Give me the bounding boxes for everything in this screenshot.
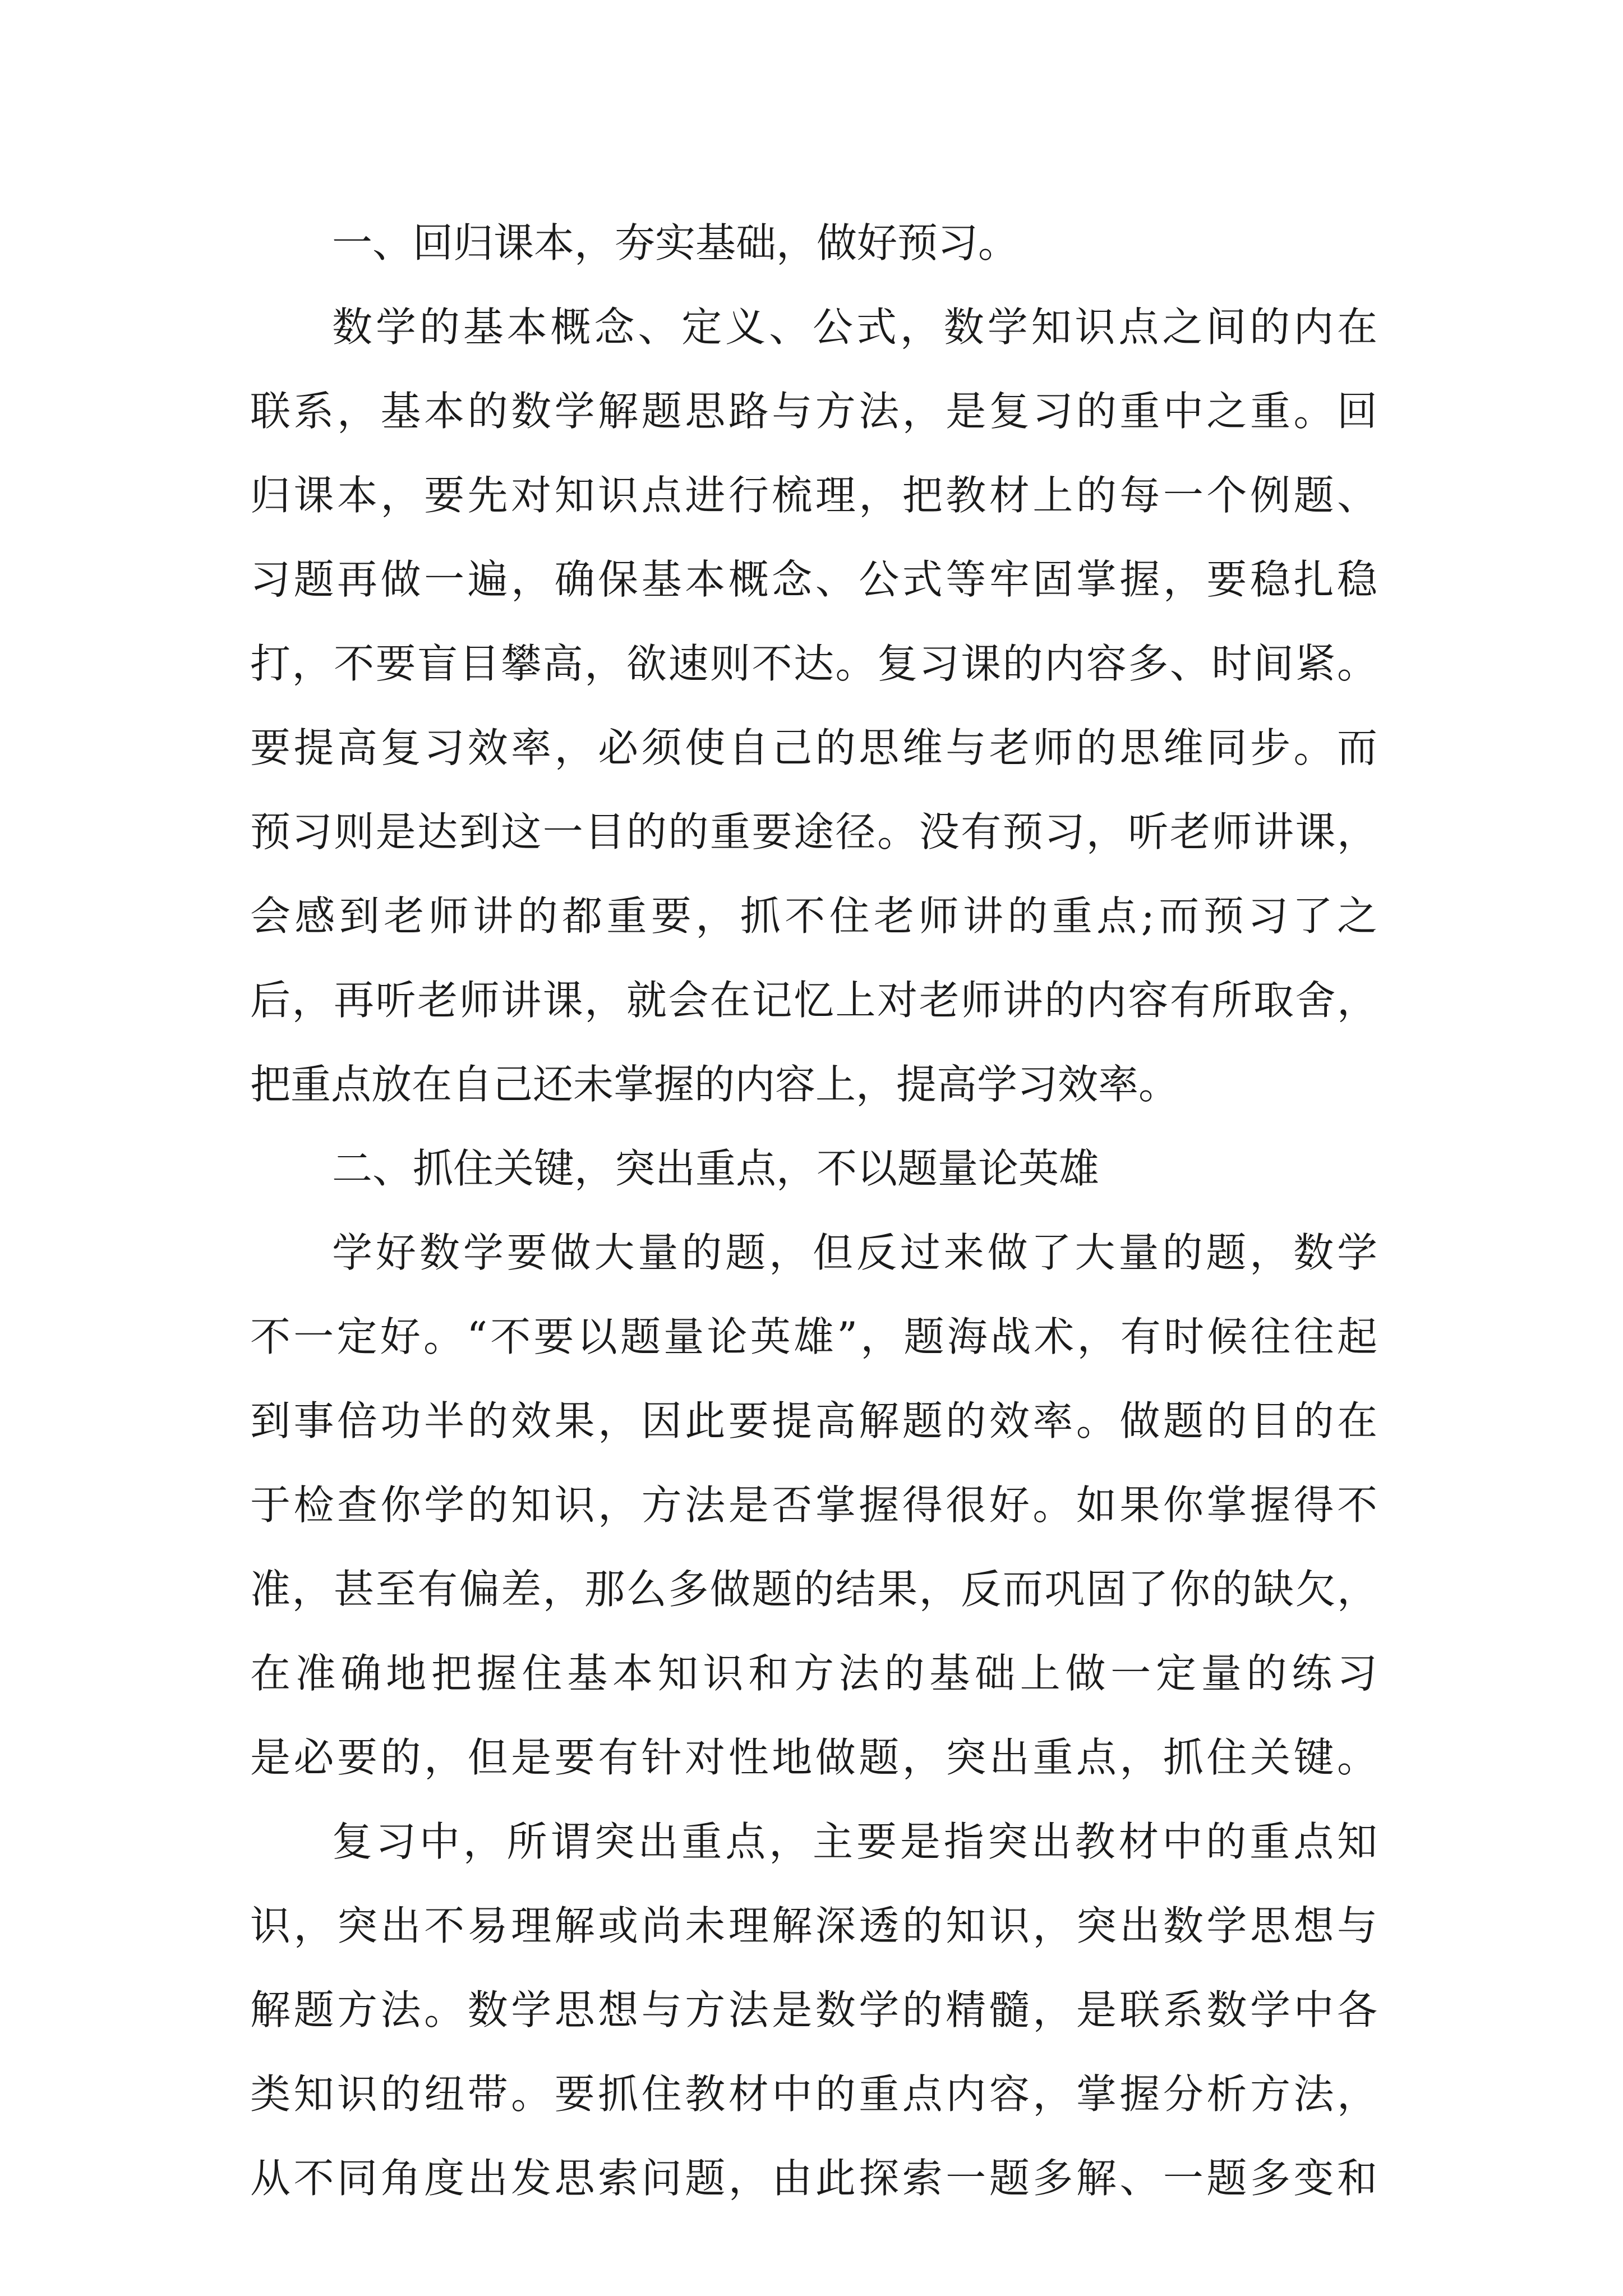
paragraph-line: 后，再听老师讲课，就会在记忆上对老师讲的内容有所取舍， (250, 977, 1377, 1024)
paragraph-line: 在准确地把握住基本知识和方法的基础上做一定量的练习 (250, 1650, 1377, 1697)
paragraph-line: 打，不要盲目攀高，欲速则不达。复习课的内容多、时间紧。 (250, 640, 1377, 687)
paragraph-line: 联系，基本的数学解题思路与方法，是复习的重中之重。回 (250, 388, 1377, 435)
paragraph-line: 到事倍功半的效果，因此要提高解题的效率。做题的目的在 (250, 1397, 1377, 1444)
paragraph-line: 从不同角度出发思索问题，由此探索一题多解、一题多变和 (250, 2155, 1377, 2202)
paragraph-line: 复习中，所谓突出重点，主要是指突出教材中的重点知 (332, 1818, 1377, 1865)
paragraph-line: 预习则是达到这一目的的重要途径。没有预习，听老师讲课， (250, 808, 1377, 855)
paragraph-line: 不一定好。“不要以题量论英雄”，题海战术，有时候往往起 (250, 1313, 1377, 1360)
paragraph-line: 类知识的纽带。要抓住教材中的重点内容，掌握分析方法， (250, 2070, 1377, 2118)
section-heading-1: 一、回归课本，夯实基础，做好预习。 (332, 219, 1019, 266)
section-heading-2: 二、抓住关键，突出重点，不以题量论英雄 (332, 1145, 1100, 1192)
paragraph-line: 数学的基本概念、定义、公式，数学知识点之间的内在 (332, 303, 1377, 351)
paragraph-line: 准，甚至有偏差，那么多做题的结果，反而巩固了你的缺欠， (250, 1566, 1377, 1613)
paragraph-line: 解题方法。数学思想与方法是数学的精髓，是联系数学中各 (250, 1986, 1377, 2033)
paragraph-line: 要提高复习效率，必须使自己的思维与老师的思维同步。而 (250, 724, 1377, 771)
paragraph-line: 习题再做一遍，确保基本概念、公式等牢固掌握，要稳扎稳 (250, 556, 1377, 603)
paragraph-line: 识，突出不易理解或尚未理解深透的知识，突出数学思想与 (250, 1902, 1377, 1949)
paragraph-line: 把重点放在自己还未掌握的内容上，提高学习效率。 (250, 1061, 1179, 1108)
paragraph-line: 学好数学要做大量的题，但反过来做了大量的题，数学 (332, 1229, 1377, 1276)
paragraph-line: 于检查你学的知识，方法是否掌握得很好。如果你掌握得不 (250, 1481, 1377, 1529)
paragraph-line: 归课本，要先对知识点进行梳理，把教材上的每一个例题、 (250, 472, 1377, 519)
paragraph-line: 会感到老师讲的都重要，抓不住老师讲的重点;而预习了之 (250, 892, 1377, 940)
paragraph-line: 是必要的，但是要有针对性地做题，突出重点，抓住关键。 (250, 1734, 1377, 1781)
